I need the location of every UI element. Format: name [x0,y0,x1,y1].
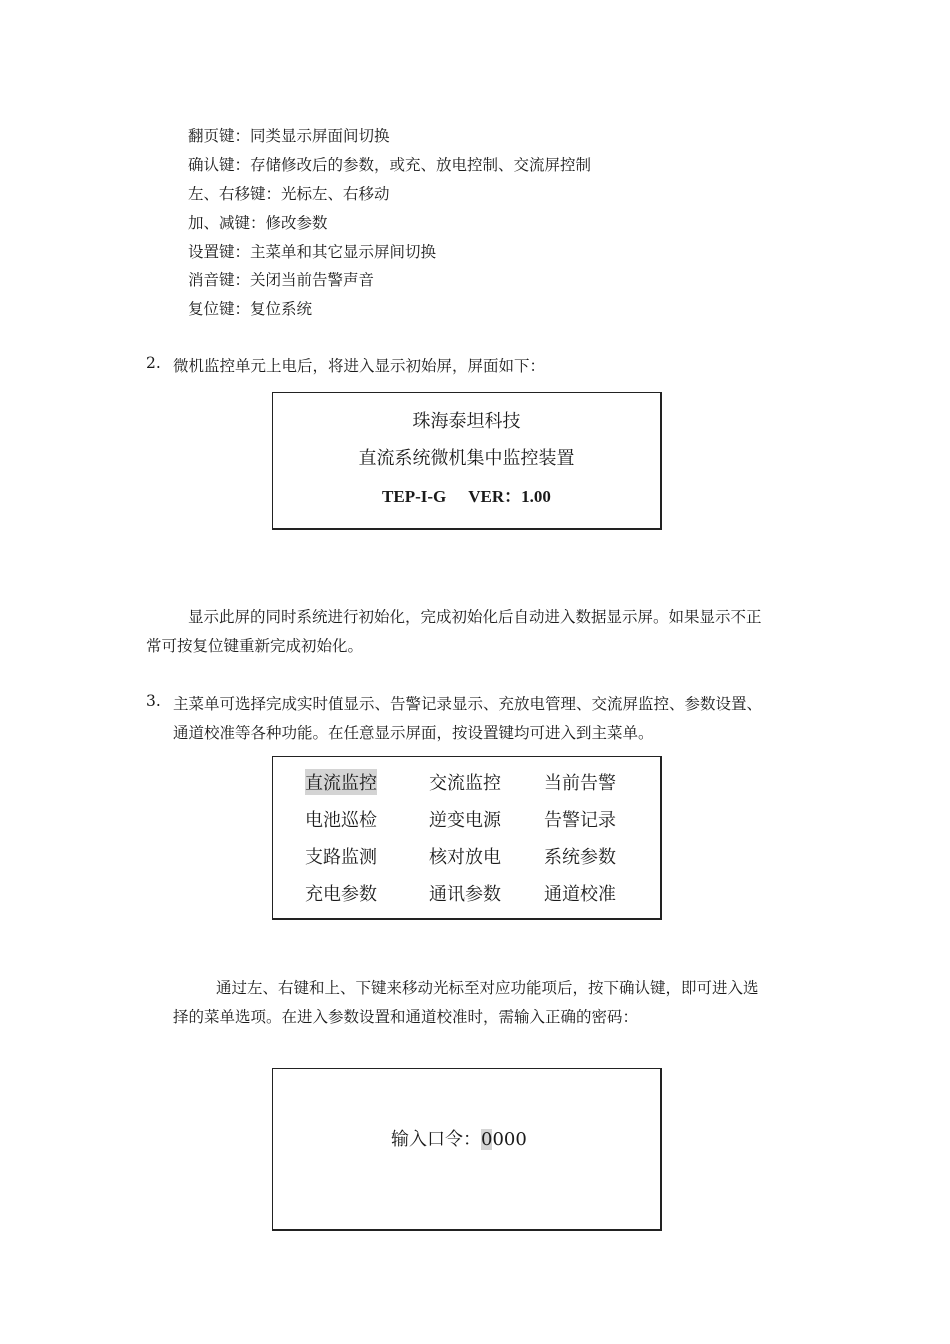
splash-version-line [273,482,660,507]
splash-product: 直流系统微机集中监控装置 [358,448,575,469]
password-label: 输入口令： [391,1129,481,1150]
main-menu-box [272,756,662,920]
menu-item[interactable]: 支路监测 [305,847,377,868]
menu-item[interactable]: 当前告警 [544,773,616,794]
init-paragraph-line2: 常可按复位键重新完成初始化。 [146,637,364,655]
menu-item[interactable]: 逆变电源 [429,810,501,831]
menu-item[interactable]: 通讯参数 [429,884,501,905]
key-description-line: 左、右移键：光标左、右移动 [188,185,390,203]
init-paragraph-line1: 显示此屏的同时系统进行初始化，完成初始化后自动进入数据显示屏。如果显示不正 [188,608,762,626]
key-description-line: 加、减键：修改参数 [188,214,328,232]
key-description-line: 设置键：主菜单和其它显示屏间切换 [188,243,437,261]
item-3-number: 3. [146,692,161,710]
splash-screen-box [272,392,662,530]
key-description-line: 复位键：复位系统 [188,300,313,318]
item-3-line1: 主菜单可选择完成实时值显示、告警记录显示、充放电管理、交流屏监控、参数设置、 [173,695,763,713]
menu-item[interactable]: 告警记录 [544,810,616,831]
menu-item[interactable]: 系统参数 [544,847,616,868]
nav-paragraph-line1: 通过左、右键和上、下键来移动光标至对应功能项后，按下确认键，即可进入选 [216,979,759,997]
password-screen-box [272,1068,662,1231]
password-prompt [391,1125,527,1151]
splash-version: VER：1.00 [468,487,551,506]
key-description-line: 确认键：存储修改后的参数，或充、放电控制、交流屏控制 [188,156,592,174]
nav-paragraph-line2: 择的菜单选项。在进入参数设置和通道校准时，需输入正确的密码： [173,1008,639,1026]
key-description-line: 消音键：关闭当前告警声音 [188,271,375,289]
menu-item[interactable]: 通道校准 [544,884,616,905]
password-rest[interactable]: 000 [492,1129,527,1150]
menu-item-selected[interactable]: 直流监控 [305,769,377,795]
splash-company: 珠海泰坦科技 [412,411,521,432]
splash-model: TEP-I-G [382,487,447,506]
menu-item[interactable]: 核对放电 [429,847,501,868]
item-2-number: 2. [146,354,161,372]
key-description-line: 翻页键：同类显示屏面间切换 [188,127,390,145]
menu-item[interactable]: 电池巡检 [305,810,377,831]
menu-item[interactable]: 交流监控 [429,773,501,794]
item-3-line2: 通道校准等各种功能。在任意显示屏面，按设置键均可进入到主菜单。 [173,724,654,742]
password-cursor-digit[interactable]: 0 [481,1129,493,1150]
item-2-text: 微机监控单元上电后，将进入显示初始屏，屏面如下： [173,357,546,375]
menu-item[interactable]: 充电参数 [305,884,377,905]
